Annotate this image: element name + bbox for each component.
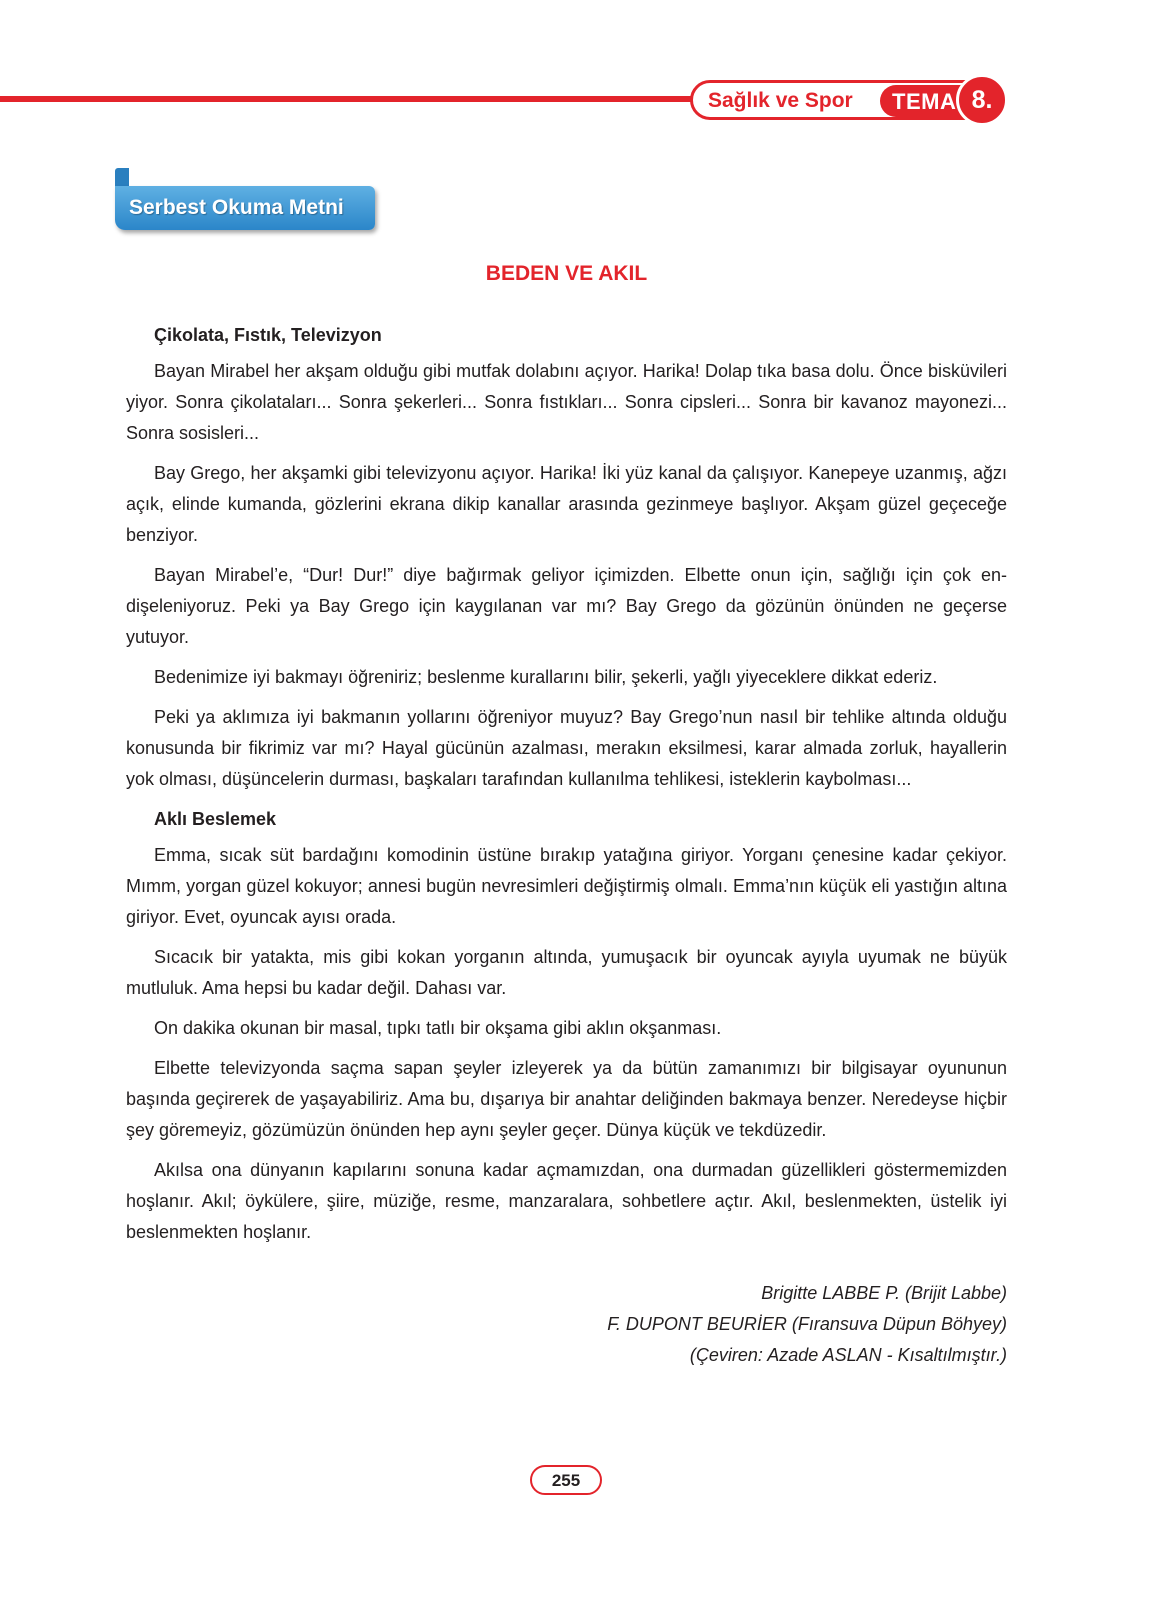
- credit-author-1: Brigitte LABBE P. (Brijit Labbe): [761, 1283, 1007, 1303]
- credit-author-2: F. DUPONT BEURİER (Fıransuva Düpun Böhyey): [607, 1314, 1007, 1334]
- tema-number: 8.: [971, 86, 993, 114]
- paragraph: On dakika okunan bir masal, tıpkı tatlı bir okşama gibi aklın okşanması.: [154, 1018, 722, 1038]
- reading-text: [126, 320, 1007, 1257]
- page-title: BEDEN VE AKIL: [485, 262, 648, 285]
- credit-translator: (Çeviren: Azade ASLAN - Kısaltılmıştır.): [689, 1345, 1007, 1365]
- credits: [500, 1278, 1007, 1371]
- tema-label: TEMA: [892, 89, 957, 114]
- paragraph: Bayan Mirabel’e, “Dur! Dur!” diye bağırmak geliyor içimizden. Elbette onun için, sağlığı için çok endişeleniyoruz. Peki ya Bay Grego için kaygılanan var mı? Bay Grego da gözünün önünden ne geçerse yutuyor.: [126, 565, 1007, 647]
- page-number: 255: [530, 1465, 602, 1495]
- paragraph: Bedenimize iyi bakmayı öğreniriz; beslenme kurallarını bilir, şekerli, yağlı yiyeceklere dikkat ederiz.: [154, 667, 938, 687]
- paragraph: Elbette televizyonda saçma sapan şeyler izleyerek ya da bütün zamanımızı bir bilgisayar oyununun başında geçirerek de yaşayabiliriz. Ama bu, dışarıya bir anahtar deliğinden bakmaya benzer. Neredeyse hiçbir şey göremeyiz, gözümüzün önünden hep aynı şeyler geçer. Dünya küçük ve tekdüzedir.: [126, 1058, 1007, 1140]
- paragraph: Peki ya aklımıza iyi bakmanın yollarını öğreniyor muyuz? Bay Grego’nun nasıl bir tehlike altında olduğu konusunda bir fikrimiz var mı? Hayal gücünün azalması, merakın eksilmesi, karar almada zorluk, hayallerin yok olması, düşüncelerin durması, başkaları tarafından kullanılma tehlikesi, isteklerin kaybolması...: [126, 707, 1007, 789]
- header-rule: [0, 96, 720, 102]
- section-heading: Çikolata, Fıstık, Televizyon: [154, 325, 382, 345]
- paragraph: Akılsa ona dünyanın kapılarını sonuna kadar açmamızdan, ona durmadan güzellikleri göstermemizden hoşlanır. Akıl; öykülere, şiire, müziğe, resme, manzaralara, sohbetlere açtır. Akıl, beslenmekten, üstelik iyi beslenmekten hoşlanır.: [126, 1160, 1007, 1242]
- paragraph: Bay Grego, her akşamki gibi televizyonu açıyor. Harika! İki yüz kanal da çalışıyor. Kanepeye uzanmış, ağzı açık, elinde kumanda, gözlerini ekrana dikip kanallar arasında gezinmeye başlıyor. Akşam güzel geçeceğe benziyor.: [126, 463, 1007, 545]
- paragraph: Bayan Mirabel her akşam olduğu gibi mutfak dolabını açıyor. Harika! Dolap tıka basa dolu. Önce bisküvileri yiyor. Sonra çikolataları... Sonra şekerleri... Sonra fıstıkları... Sonra cipsleri... Sonra bir kavanoz mayonezi... Sonra sosisleri...: [126, 361, 1007, 443]
- section-heading: Aklı Beslemek: [154, 809, 277, 829]
- paragraph: Sıcacık bir yatakta, mis gibi kokan yorganın altında, yumuşacık bir oyuncak ayıyla uyumak ne büyük mutluluk. Ama hepsi bu kadar değil. Dahası var.: [126, 947, 1007, 998]
- header-section-title: Sağlık ve Spor: [708, 89, 853, 112]
- section-banner-label: Serbest Okuma Metni: [129, 196, 344, 219]
- paragraph: Emma, sıcak süt bardağını komodinin üstüne bırakıp yatağına giriyor. Yorganı çenesine kadar çekiyor. Mımm, yorgan güzel kokuyor; annesi bugün nevresimleri değiştirmiş olmalı. Emma’nın küçük eli yastığın altına giriyor. Evet, oyuncak ayısı orada.: [126, 845, 1007, 927]
